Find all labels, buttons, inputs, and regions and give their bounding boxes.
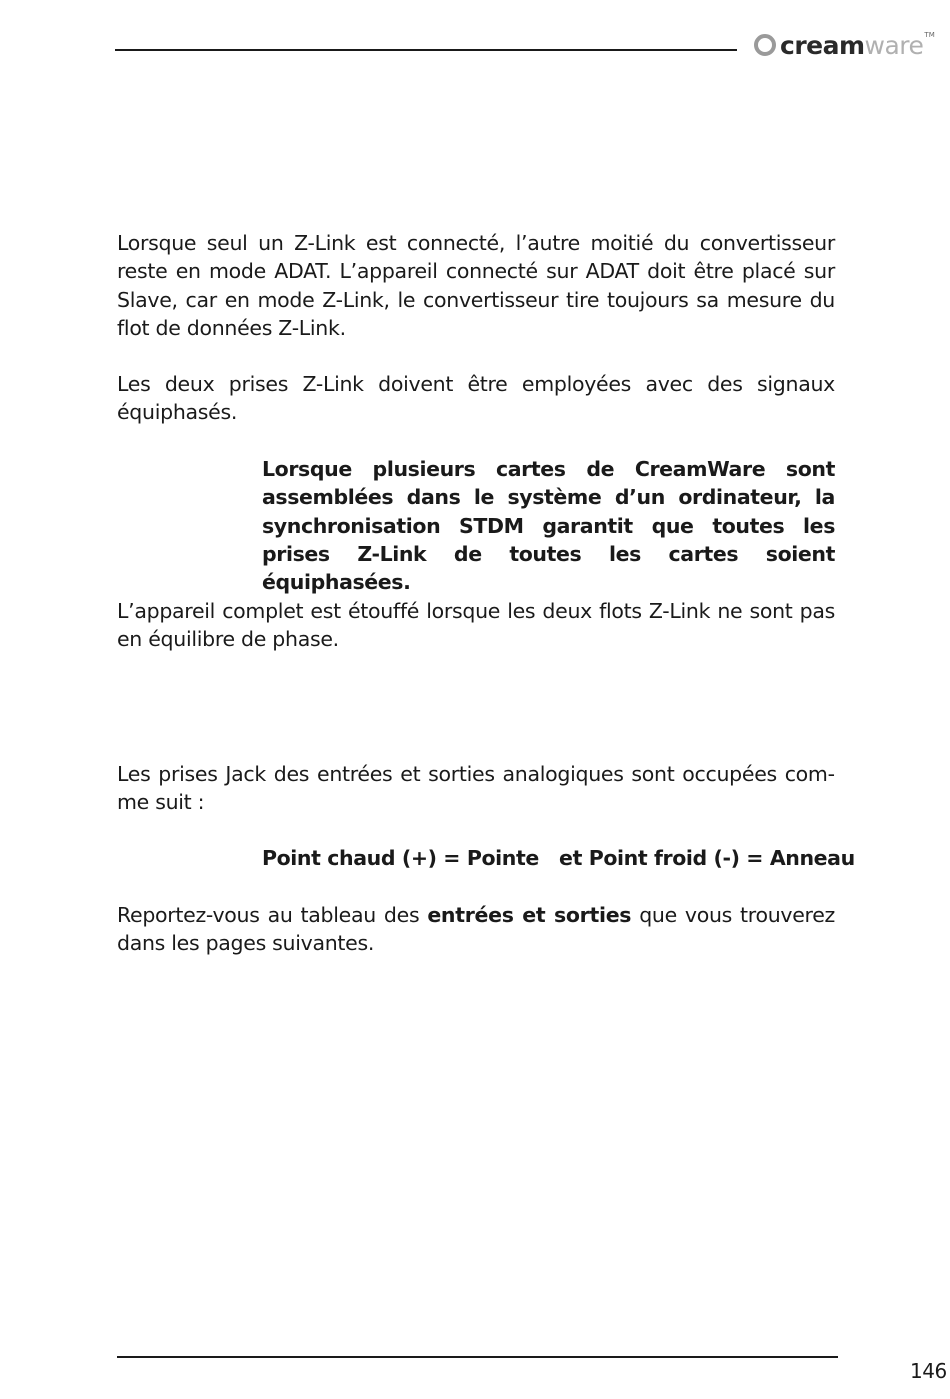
reference-link-text: entrées et sorties: [427, 903, 632, 927]
footer-rule: [117, 1356, 838, 1358]
logo-circle-icon: [754, 34, 776, 56]
wiring-spec: Point chaud (+) = Pointe et Point froid (-) = Anneau: [262, 846, 855, 870]
note-stdm-sync: Lorsque plusieurs cartes de CreamWare sont assemblées dans le système d’un ordinateur, la synchronisation STDM garantit que toutes les prises Z-Link de toutes les cartes soient équiphasées.: [262, 457, 835, 595]
header-rule: [115, 49, 737, 51]
creamware-logo: [754, 30, 935, 60]
paragraph-muted: L’appareil complet est étouffé lorsque les deux flots Z-Link ne sont pas en équilibre de phase.: [117, 599, 835, 652]
paragraph-jack-wiring: Les prises Jack des entrées et sorties analogiques sont occupées comme suit :: [117, 762, 835, 815]
paragraph-reference: Reportez-vous au tableau des entrées et sorties que vous trouverez dans les pages suivantes.: [117, 903, 835, 956]
page-number: 146: [910, 1359, 947, 1383]
logo-wordmark: creamware: [780, 30, 924, 60]
paragraph-zlink-phase: Les deux prises Z-Link doivent être employées avec des signaux équiphasés.: [117, 372, 835, 425]
paragraph-zlink-single: Lorsque seul un Z-Link est connecté, l’autre moitié du convertisseur reste en mode ADAT. L’appareil connecté sur ADAT doit être placé sur Slave, car en mode Z-Link, le convertisseur tire toujours sa mesure du flot de données Z-Link.: [117, 231, 835, 340]
logo-trademark: TM: [924, 31, 935, 39]
